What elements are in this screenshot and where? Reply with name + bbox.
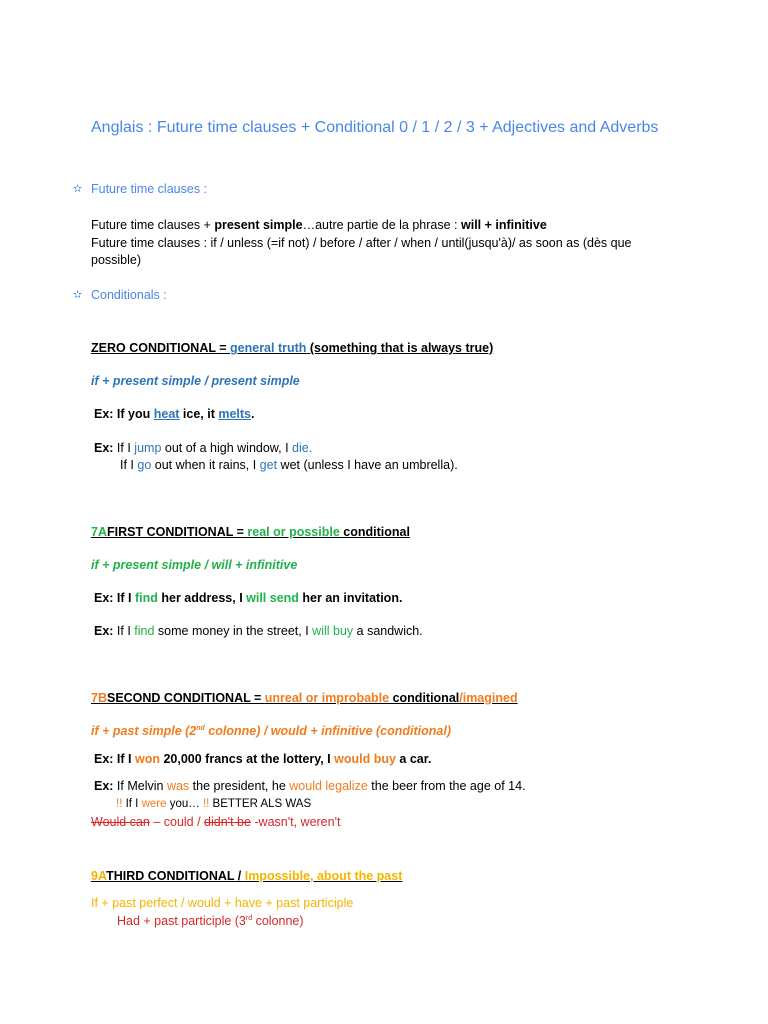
first-formula: if + present simple / will + infinitive [91,558,298,572]
second-conditional-heading: 7BSECOND CONDITIONAL = unreal or improbable conditional/imagined [91,691,518,705]
first-example-1: Ex: If I find her address, I will send her an invitation. [94,591,403,605]
star-bullet-icon: ✫ [73,289,83,301]
third-conditional-heading: 9ATHIRD CONDITIONAL / Impossible, about the past [91,869,403,883]
second-formula: if + past simple (2nd colonne) / would + infinitive (conditional) [91,724,451,738]
zero-example-3: If I go out when it rains, I get wet (unless I have an umbrella). [120,458,458,472]
third-formula-2: Had + past participle (3rd colonne) [117,914,304,928]
zero-conditional-heading: ZERO CONDITIONAL = general truth (something that is always true) [91,341,494,355]
zero-example-2: Ex: If I jump out of a high window, I die. [94,441,313,455]
second-example-1: Ex: If I won 20,000 francs at the lottery, I would buy a car. [94,752,432,766]
first-conditional-heading: 7AFIRST CONDITIONAL = real or possible conditional [91,525,410,539]
star-bullet-icon: ✫ [73,183,83,195]
second-example-3: !! If I were you… !! BETTER ALS WAS [116,798,312,810]
first-example-2: Ex: If I find some money in the street, I will buy a sandwich. [94,624,423,638]
future-heading: Future time clauses : [91,182,208,196]
future-line-1: Future time clauses + present simple…autre partie de la phrase : will + infinitive [91,218,547,232]
third-formula: If + past perfect / would + have + past participle [91,896,354,910]
conditionals-heading: Conditionals : [91,288,167,302]
zero-example-1: Ex: If you heat ice, it melts. [94,407,255,421]
second-corrections: Would can – could / didn't be -wasn't, weren't [91,815,341,829]
second-example-2: Ex: If Melvin was the president, he would legalize the beer from the age of 14. [94,779,526,793]
zero-formula: if + present simple / present simple [91,374,300,388]
future-line-2: Future time clauses : if / unless (=if not) / before / after / when / until(jusqu'à)/ as soon as (dès que possible) [91,236,632,267]
page-title: Anglais : Future time clauses + Conditional 0 / 1 / 2 / 3 + Adjectives and Adverbs [91,119,659,136]
